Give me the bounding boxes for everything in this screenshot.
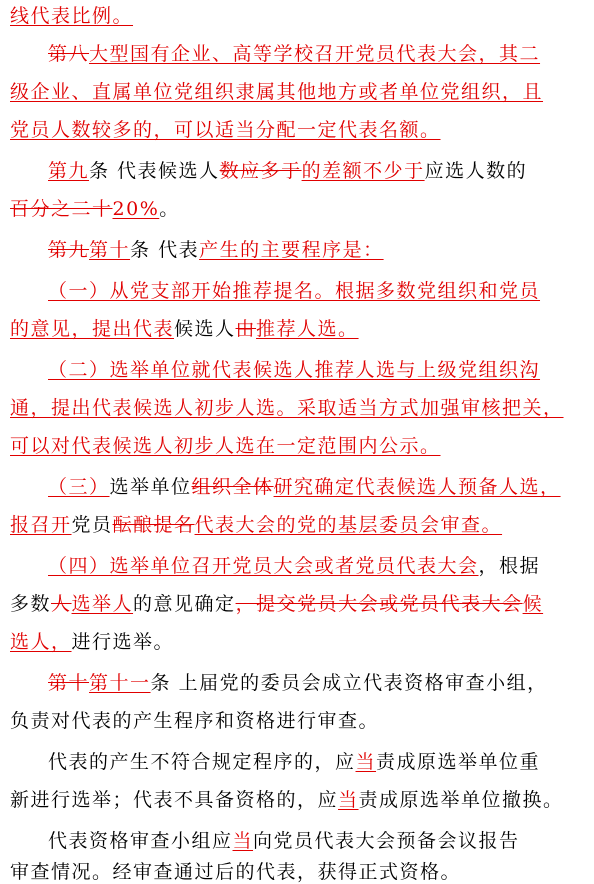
plain-text: 新进行选举；代表不具备资格的，应 <box>10 789 339 811</box>
inserted-text: 产生的主要程序是： <box>199 239 384 261</box>
text-line <box>48 829 520 853</box>
plain-text: 进行选举。 <box>71 631 175 653</box>
deleted-text: 组织全体 <box>191 476 274 498</box>
text-line <box>10 788 564 812</box>
plain-text: 责成原选举单位撤换。 <box>358 789 564 811</box>
inserted-text: 候 <box>522 593 544 615</box>
inserted-text: 当 <box>232 830 254 852</box>
inserted-text: （二）选举单位就代表候选人推荐人选与上级党组织沟 <box>48 359 541 381</box>
deleted-text: 数应多于 <box>219 160 302 182</box>
inserted-text: 线代表比例。 <box>10 5 134 27</box>
deleted-text: 第八 <box>48 43 90 65</box>
deleted-text: 由 <box>235 318 257 340</box>
deleted-text: 第九 <box>48 239 90 261</box>
inserted-text: 选人， <box>10 631 72 653</box>
plain-text: 代表的产生不符合规定程序的，应 <box>48 751 356 773</box>
text-line <box>10 197 180 221</box>
text-line <box>10 630 174 654</box>
plain-text: 党员 <box>71 514 113 536</box>
inserted-text: 选举人 <box>71 593 134 615</box>
deleted-text: 第十 <box>48 672 90 694</box>
text-line <box>48 671 548 695</box>
deleted-text: 人 <box>51 593 72 615</box>
text-line <box>10 396 564 420</box>
plain-text: 应选人数的 <box>424 160 528 182</box>
plain-text: ，根据 <box>478 555 541 577</box>
inserted-text: 大型国有企业、高等学校召开党员代表大会，其二 <box>89 43 541 65</box>
inserted-text: 通，提出代表候选人初步人选。采取适当方式加强审核把关， <box>10 397 564 419</box>
text-line <box>48 358 540 382</box>
text-line <box>10 860 461 884</box>
inserted-text: 20% <box>112 198 160 220</box>
plain-text: 审查情况。经审查通过后的代表，获得正式资格。 <box>10 861 462 883</box>
inserted-text: 党员人数较多的，可以适当分配一定代表名额。 <box>10 119 441 141</box>
inserted-text: 第九 <box>48 160 90 182</box>
text-line <box>48 159 527 183</box>
deleted-text: 酝酿提名 <box>112 514 195 536</box>
text-line <box>10 709 379 733</box>
text-line <box>48 238 384 262</box>
plain-text: 代表资格审查小组应 <box>48 830 233 852</box>
inserted-text: 的意见，提出代表 <box>10 318 175 340</box>
inserted-text: 级企业、直属单位党组织隶属其他地方或者单位党组织，且 <box>10 81 544 103</box>
text-line <box>48 42 540 66</box>
inserted-text: 的差额不少于 <box>301 160 425 182</box>
deleted-text: ，提交党员大会或党员代表大会 <box>235 593 523 615</box>
inserted-text: （四）选举单位召开党员大会或者党员代表大会 <box>48 555 479 577</box>
plain-text: 条 上届党的委员会成立代表资格审查小组， <box>150 672 548 694</box>
plain-text: 责成原选举单位重 <box>376 751 541 773</box>
text-line <box>10 434 441 458</box>
plain-text: 多数 <box>10 593 52 615</box>
plain-text: 选举单位 <box>109 476 192 498</box>
plain-text: 负责对代表的产生程序和资格进行审查。 <box>10 710 380 732</box>
plain-text: 向党员代表大会预备会议报告 <box>253 830 520 852</box>
text-line <box>10 592 543 616</box>
inserted-text: （一）从党支部开始推荐提名。根据多数党组织和党员 <box>48 280 541 302</box>
text-line <box>48 279 540 303</box>
inserted-text: 第十一 <box>89 672 151 694</box>
inserted-text: 当 <box>355 751 377 773</box>
text-line <box>48 750 540 774</box>
text-line <box>48 554 540 578</box>
text-line <box>10 513 502 537</box>
inserted-text: 研究确定代表候选人预备人选， <box>273 476 561 498</box>
inserted-text: （三） <box>48 476 110 498</box>
inserted-text: 代表大会的党的基层委员会审查。 <box>194 514 503 536</box>
text-line <box>10 80 543 104</box>
inserted-text: 报召开 <box>10 514 72 536</box>
plain-text: 候选人 <box>174 318 236 340</box>
plain-text: 。 <box>159 198 180 220</box>
inserted-text: 推荐人选。 <box>256 318 359 340</box>
inserted-text: 当 <box>338 789 359 811</box>
text-line <box>48 475 561 499</box>
plain-text: 的意见确定 <box>133 593 236 615</box>
deleted-text: 百分之二十 <box>10 198 113 220</box>
text-line <box>10 118 441 142</box>
text-line <box>10 317 359 341</box>
inserted-text: 第十 <box>89 239 131 261</box>
plain-text: 条 代表 <box>130 239 200 261</box>
text-line <box>10 4 133 28</box>
plain-text: 条 代表候选人 <box>89 160 220 182</box>
inserted-text: 可以对代表候选人初步人选在一定范围内公示。 <box>10 435 441 457</box>
